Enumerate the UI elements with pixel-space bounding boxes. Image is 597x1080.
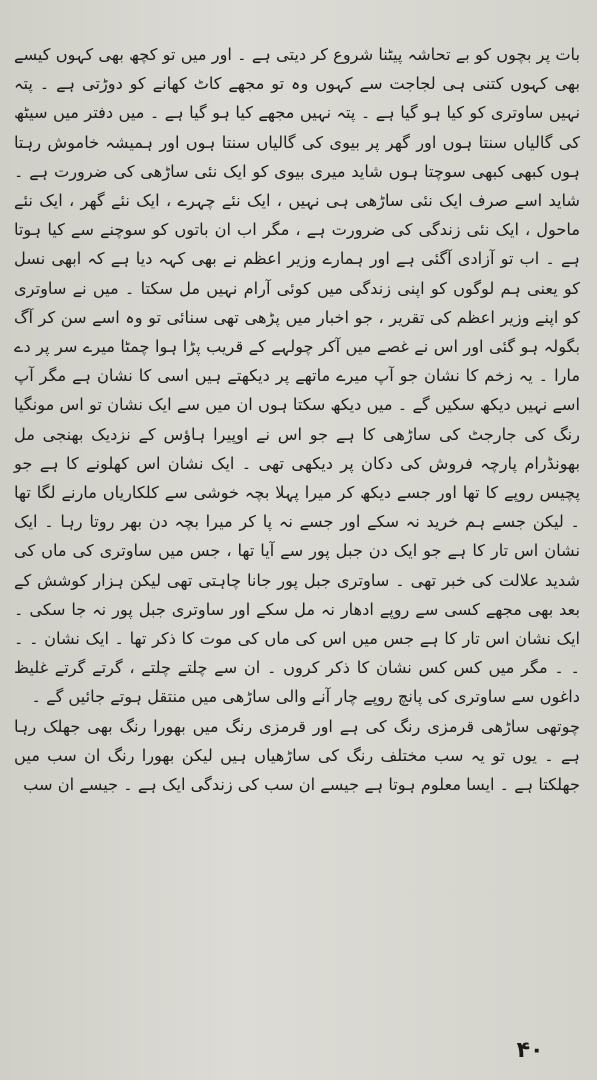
paragraph-2: چوتھی ساڑھی قرمزی رنگ کی ہے اور قرمزی رنگ میں بھورا رنگ بھی جھلک رہا ہے ۔ یوں تو یہ سب مختلف رنگ کی ساڑھیاں ہیں لیکن بھورا رنگ ان سب میں جھلکتا ہے ۔ ایسا معلوم ہوتا ہے جیسے ان سب کی زندگی ایک ہے ۔ جیسے ان سب	[14, 716, 580, 795]
paragraph-1: بات پر بچوں کو بے تحاشہ پیٹنا شروع کر دیتی ہے ۔ اور میں تو کچھ بھی کہوں کیسے بھی کہوں کتنی ہی لجاجت سے کہوں وہ تو مجھے کاٹ کھانے کو دوڑتی ہے ۔ پتہ نہیں ساوتری کو کیا ہو گیا ہے ۔ پتہ نہیں مجھے کیا ہو گیا ہے ۔ میں دفتر میں سیٹھ کی گالیاں سنتا ہوں اور گھر پر بیوی کی گالیاں سنتا ہوں اور ہمیشہ خاموش رہتا ہوں کبھی کبھی سوچتا ہوں شاید میری بیوی کو ایک نئی ساڑھی کی ضرورت ہے ۔ شاید اسے صرف ایک نئی ساڑھی ہی نہیں ، ایک نئے چہرے ، ایک نئے گھر ، ایک نئے ماحول ، ایک نئی زندگی کی ضرورت ہے ، مگر اب ان باتوں کو سوچنے سے کیا ہوتا ہے ۔ اب تو آزادی آگئی ہے اور ہمارے وزیر اعظم نے بھی کہہ دیا ہے کہ ابھی نسل کو یعنی ہم لوگوں کو اپنی زندگی میں کوئی آرام نہیں مل سکتا ۔ میں نے ساوتری کو اپنے وزیر اعظم کی تقریر ، جو اخبار میں پڑھی تھی سنائی تو وہ اسے سن کر آگ بگولہ ہو گئی اور اس نے غصے میں آکر چولہے کے قریب پڑا ہوا چمٹا میرے سر پر دے مارا ۔ یہ زخم کا نشان جو آپ میرے ماتھے پر دیکھتے ہیں اسی کا نشان ہے مگر آپ اسے نہیں دیکھ سکیں گے ۔ میں دیکھ سکتا ہوں ان میں سے ایک نشان تو اس مونگیا رنگ کی جارجٹ کی ساڑھی کا ہے جو اس نے اوپیرا ہاؤس کے نزدیک بھنجی مل بھونڈرام پارچہ فروش کی دکان پر دیکھی تھی ۔ ایک نشان اس کھلونے کا ہے جو پچیس روپے کا تھا اور جسے دیکھ کر میرا پہلا بچہ خوشی سے کلکاریاں مارنے لگا تھا ۔ لیکن جسے ہم خرید نہ سکے اور جسے نہ پا کر میرا بچہ دن بھر روتا رہا ۔ ایک نشان اس تار کا ہے جو ایک دن جبل پور سے آیا تھا ، جس میں ساوتری کی ماں کی شدید علالت کی خبر تھی ۔ ساوتری جبل پور جانا چاہتی تھی لیکن ہزار کوشش کے بعد بھی مجھے کسی سے روپے ادھار نہ مل سکے اور ساوتری جبل پور نہ جا سکی ۔ ایک نشان اس تار کا ہے جس میں اس کی ماں کی موت کا ذکر تھا ۔ ایک نشان ۔ ۔ ۔ ۔ مگر میں کس کس نشان کا ذکر کروں ۔ ان سے چلتے چلتے ، گرتے گرتے غلیظ داغوں سے ساوتری کی پانچ روپے چار آنے والی ساڑھی میں منتقل ہوتے جائیں گے ۔	[14, 45, 580, 707]
page-number: ۴۰	[516, 1038, 544, 1063]
body-text	[14, 40, 580, 799]
